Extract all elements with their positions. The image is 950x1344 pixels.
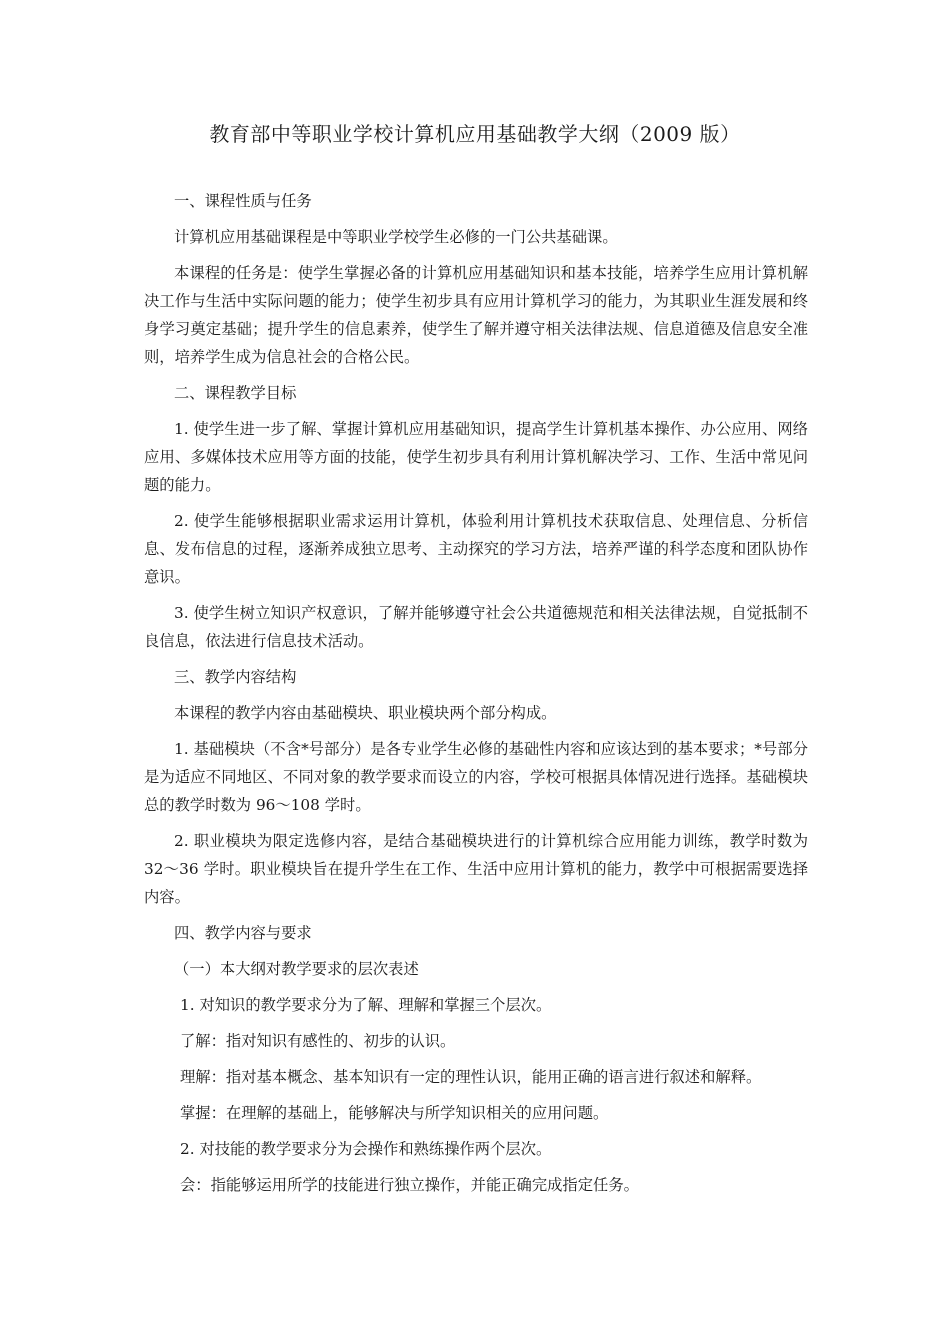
paragraph: 本课程的任务是：使学生掌握必备的计算机应用基础知识和基本技能，培养学生应用计算机解决工作与生活中实际问题的能力；使学生初步具有应用计算机学习的能力，为其职业生涯发展和终身学习奠定基础；提升学生的信息素养，使学生了解并遵守相关法律法规、信息道德及信息安全准则，培养学生成为信息社会的合格公民。 bbox=[144, 264, 808, 366]
list-item: 2. 使学生能够根据职业需求运用计算机，体验利用计算机技术获取信息、处理信息、分析信息、发布信息的过程，逐渐养成独立思考、主动探究的学习方法，培养严谨的科学态度和团队协作意识。 bbox=[144, 512, 808, 586]
paragraph: 本课程的教学内容由基础模块、职业模块两个部分构成。 bbox=[174, 704, 557, 722]
document-title: 教育部中等职业学校计算机应用基础教学大纲（2009 版） bbox=[209, 122, 741, 146]
list-item: 2. 对技能的教学要求分为会操作和熟练操作两个层次。 bbox=[180, 1140, 552, 1158]
section-heading-1: 一、课程性质与任务 bbox=[174, 192, 312, 210]
section-heading-4: 四、教学内容与要求 bbox=[174, 924, 312, 942]
definition-item: 会：指能够运用所学的技能进行独立操作，并能正确完成指定任务。 bbox=[180, 1176, 639, 1194]
list-item: 2. 职业模块为限定选修内容，是结合基础模块进行的计算机综合应用能力训练，教学时数为 32～36 学时。职业模块旨在提升学生在工作、生活中应用计算机的能力，教学中可根据需要选择内容。 bbox=[144, 832, 808, 906]
document-body bbox=[144, 187, 808, 1207]
list-item: 3. 使学生树立知识产权意识，了解并能够遵守社会公共道德规范和相关法律法规，自觉抵制不良信息，依法进行信息技术活动。 bbox=[144, 604, 808, 650]
section-heading-3: 三、教学内容结构 bbox=[174, 668, 297, 686]
paragraph: 计算机应用基础课程是中等职业学校学生必修的一门公共基础课。 bbox=[174, 228, 618, 246]
list-item: 1. 基础模块（不含*号部分）是各专业学生必修的基础性内容和应该达到的基本要求；*号部分是为适应不同地区、不同对象的教学要求而设立的内容，学校可根据具体情况进行选择。基础模块总的教学时数为 96～108 学时。 bbox=[144, 740, 808, 814]
section-heading-2: 二、课程教学目标 bbox=[174, 384, 297, 402]
subsection-heading: （一）本大纲对教学要求的层次表述 bbox=[174, 960, 419, 978]
definition-item: 掌握：在理解的基础上，能够解决与所学知识相关的应用问题。 bbox=[180, 1104, 609, 1122]
list-item: 1. 对知识的教学要求分为了解、理解和掌握三个层次。 bbox=[180, 996, 552, 1014]
list-item: 1. 使学生进一步了解、掌握计算机应用基础知识，提高学生计算机基本操作、办公应用、网络应用、多媒体技术应用等方面的技能，使学生初步具有利用计算机解决学习、工作、生活中常见问题的能力。 bbox=[144, 420, 808, 494]
definition-item: 了解：指对知识有感性的、初步的认识。 bbox=[180, 1032, 456, 1050]
definition-item: 理解：指对基本概念、基本知识有一定的理性认识，能用正确的语言进行叙述和解释。 bbox=[180, 1068, 762, 1086]
